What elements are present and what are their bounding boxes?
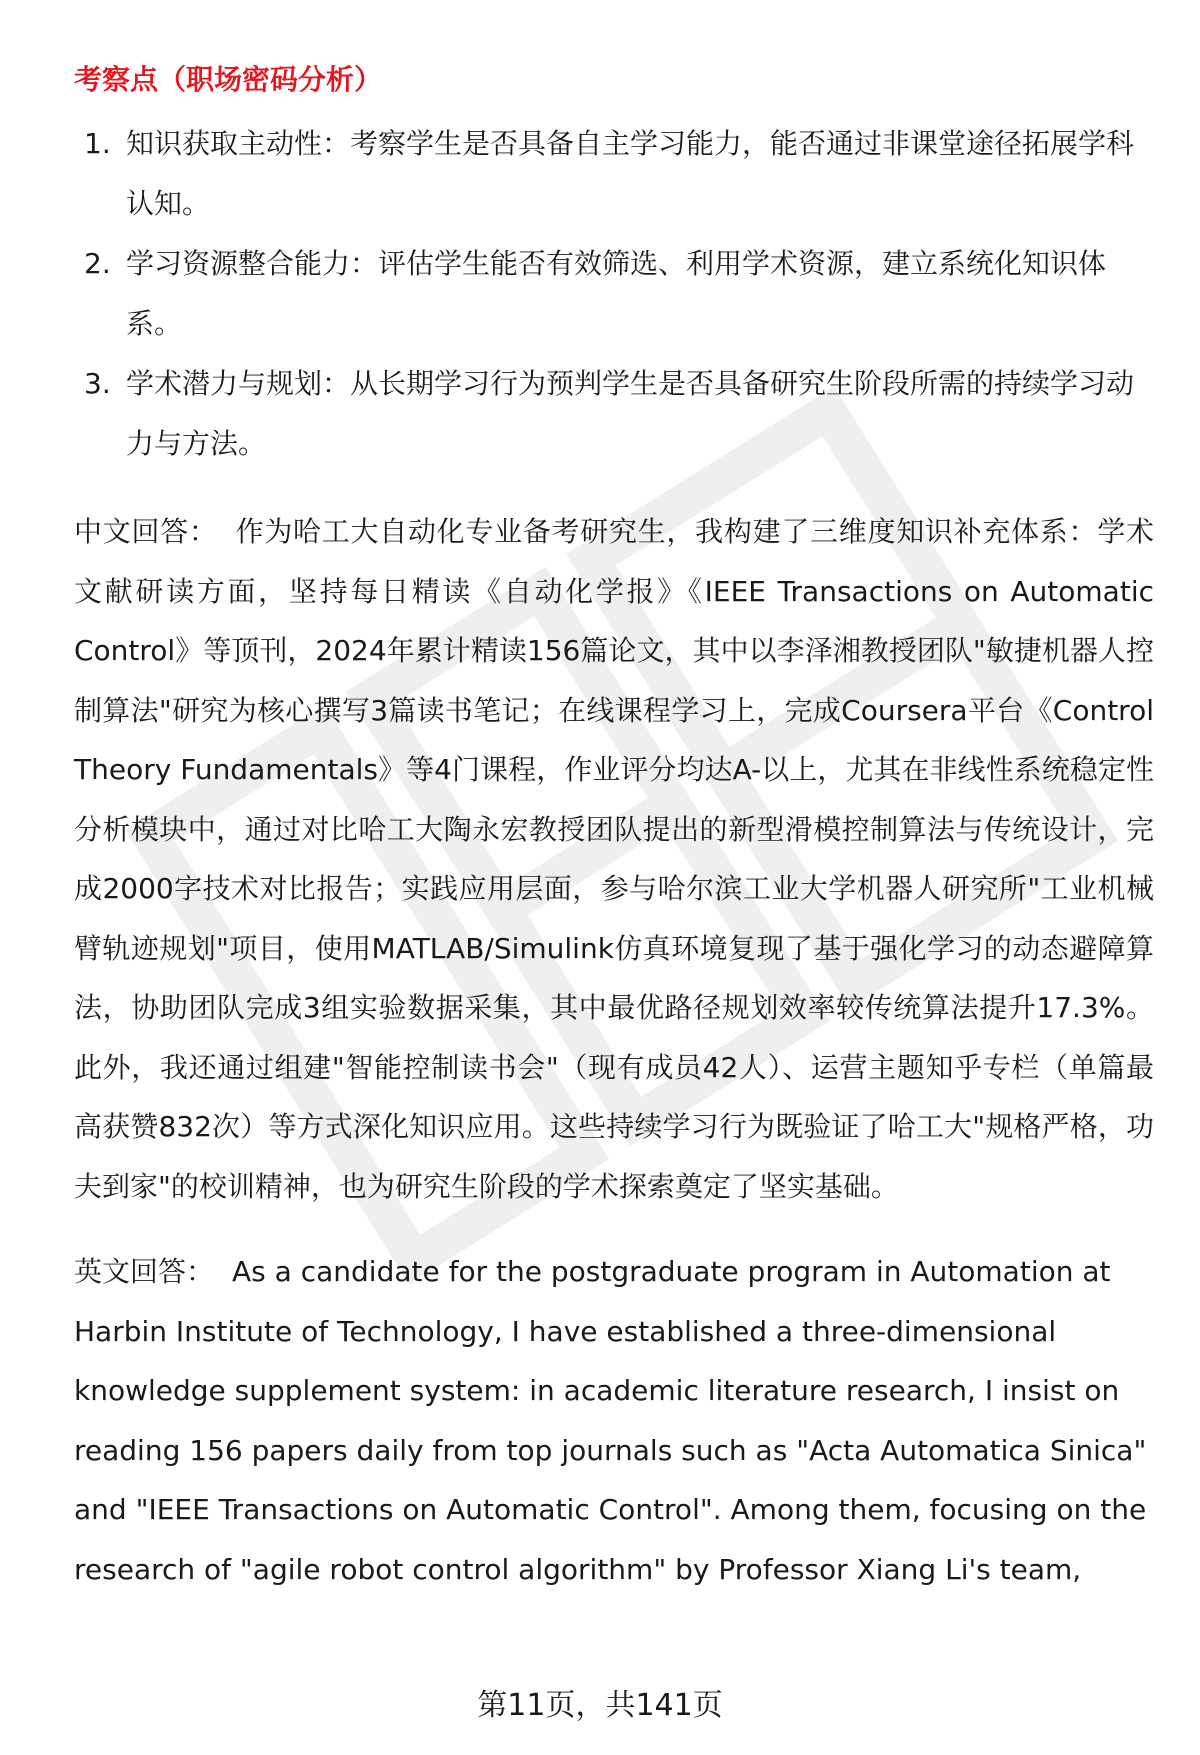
document-page: [74, 58, 1154, 1599]
list-item-number: 2.: [84, 247, 111, 280]
list-item: [74, 234, 1154, 354]
chinese-answer: [74, 502, 1154, 1216]
list-item-text: 学习资源整合能力：评估学生能否有效筛选、利用学术资源，建立系统化知识体系。: [126, 247, 1107, 340]
section-heading: 考察点（职场密码分析）: [74, 63, 383, 96]
points-list: [74, 114, 1154, 474]
chinese-answer-label: 中文回答：: [74, 515, 218, 548]
list-item-text: 学术潜力与规划：从长期学习行为预判学生是否具备研究生阶段所需的持续学习动力与方法。: [126, 367, 1135, 460]
list-item: [74, 354, 1154, 474]
english-answer: [74, 1242, 1154, 1599]
list-item-text: 知识获取主动性：考察学生是否具备自主学习能力，能否通过非课堂途径拓展学科认知。: [126, 127, 1135, 220]
english-answer-label: 英文回答：: [74, 1255, 215, 1288]
list-item: [74, 114, 1154, 234]
list-item-number: 1.: [84, 127, 111, 160]
english-answer-text: As a candidate for the postgraduate program in Automation at Harbin Institute of Technology, I have established a three-dimensional knowledge supplement system: in academic literature research, I insist on reading 156 papers daily from top journals such as "Acta Automatica Sinica" and "IEEE Transactions on Automatic Control". Among them, focusing on the research of "agile robot control algorithm" by Professor Xiang Li's team,: [74, 1255, 1147, 1586]
chinese-answer-text: 作为哈工大自动化专业备考研究生，我构建了三维度知识补充体系：学术文献研读方面，坚持每日精读《自动化学报》《IEEE Transactions on Automatic Control》等顶刊，2024年累计精读156篇论文，其中以李泽湘教授团队"敏捷机器人控制算法"研究为核心撰写3篇读书笔记；在线课程学习上，完成Coursera平台《Control Theory Fundamentals》等4门课程，作业评分均达A-以上，尤其在非线性系统稳定性分析模块中，通过对比哈工大陶永宏教授团队提出的新型滑模控制算法与传统设计，完成2000字技术对比报告；实践应用层面，参与哈尔滨工业大学机器人研究所"工业机械臂轨迹规划"项目，使用MATLAB/Simulink仿真环境复现了基于强化学习的动态避障算法，协助团队完成3组实验数据采集，其中最优路径规划效率较传统算法提升17.3%。此外，我还通过组建"智能控制读书会"（现有成员42人）、运营主题知乎专栏（单篇最高获赞832次）等方式深化知识应用。这些持续学习行为既验证了哈工大"规格严格，功夫到家"的校训精神，也为研究生阶段的学术探索奠定了坚实基础。: [74, 515, 1154, 1203]
page-number-footer: 第11页，共141页: [477, 1688, 723, 1723]
list-item-number: 3.: [84, 367, 111, 400]
